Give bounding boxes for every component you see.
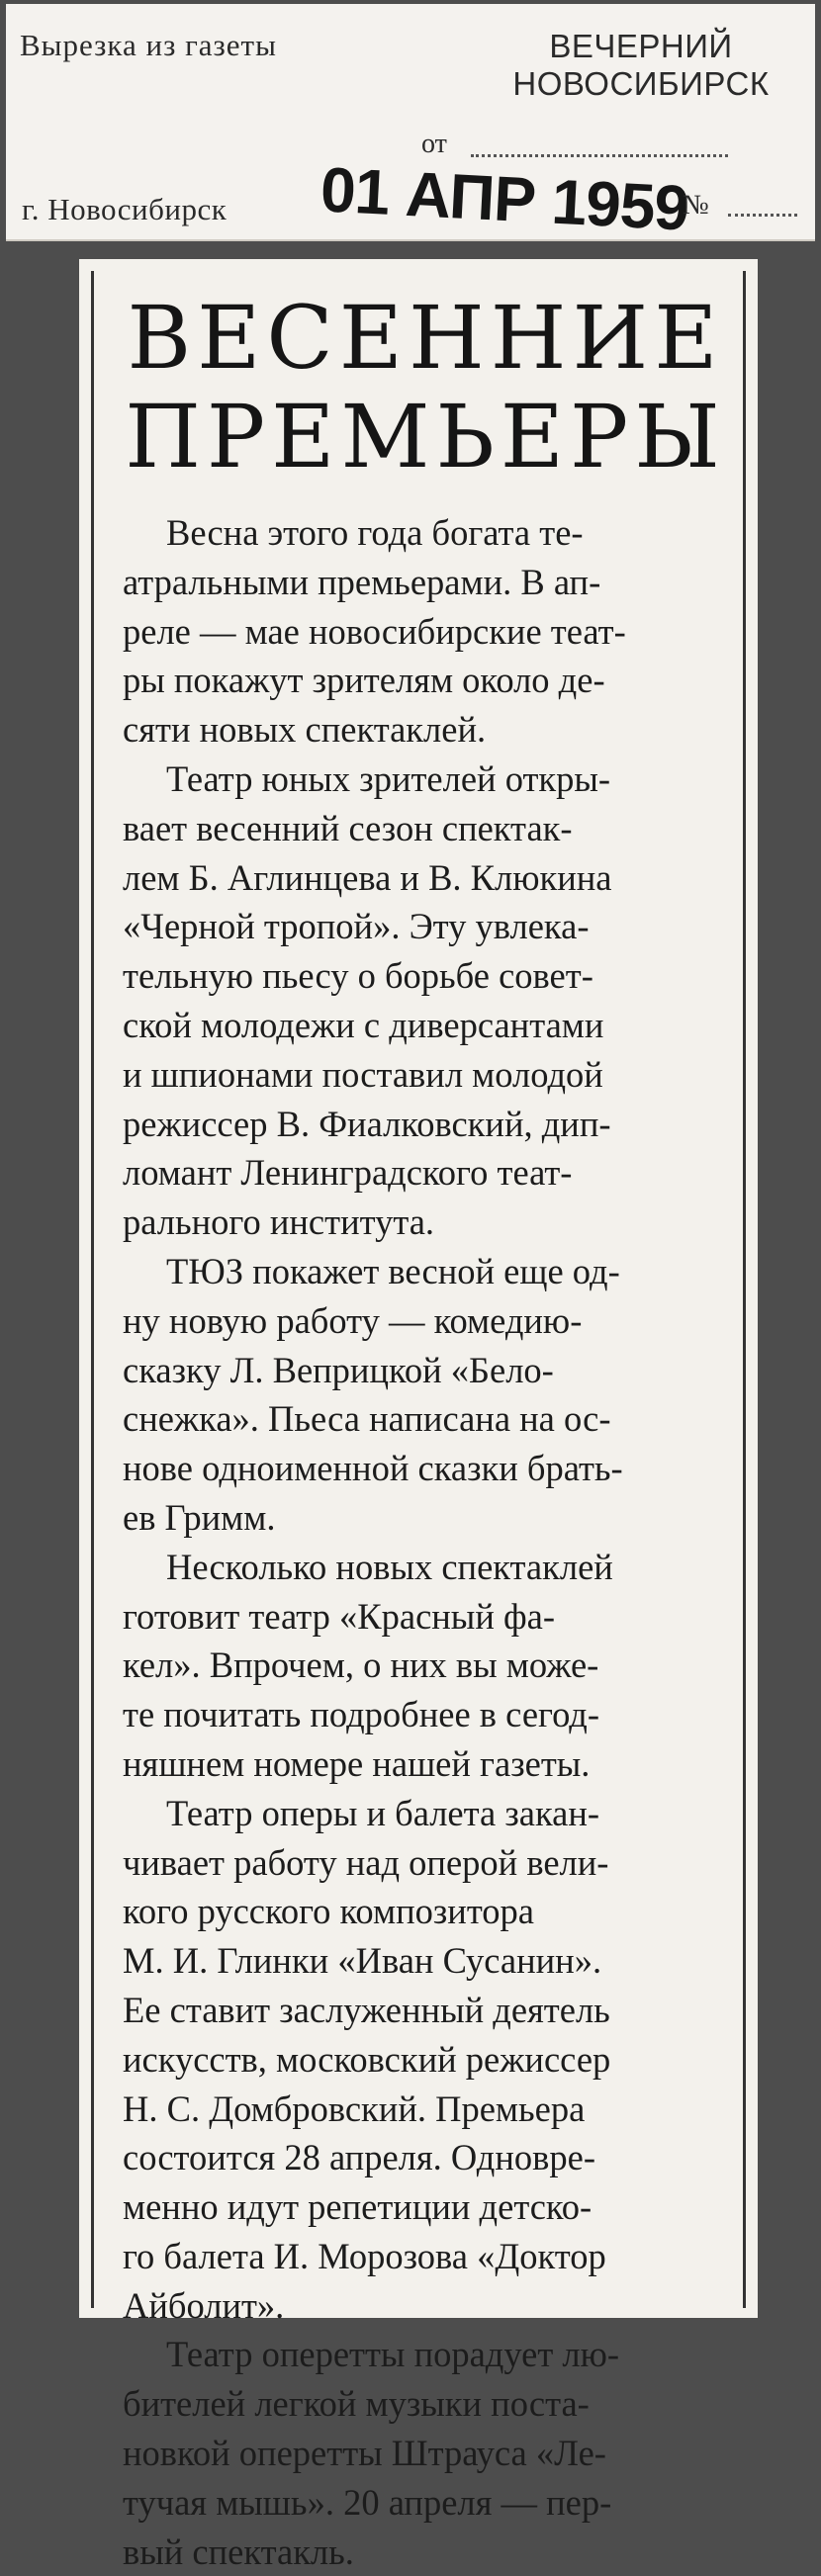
article-line: ев Гримм. [123,1496,276,1538]
headline-line-1: ВЕСЕННИЕ [127,287,724,389]
article-line: режиссер В. Фиалковский, дип- [123,1103,611,1144]
article-line: вый спектакль. [123,2531,354,2572]
article-paragraph [123,2330,722,2576]
article-line: сказку Л. Веприцкой «Бело- [123,1349,554,1390]
article-line: ТЮЗ покажет весной еще од- [166,1250,620,1291]
article-line: Театр оперетты порадует лю- [166,2334,620,2375]
article-line: «Черной тропой». Эту увлека- [123,906,590,947]
article-line: вает весенний сезон спектак- [123,807,573,848]
article-line: кел». Впрочем, о них вы може- [123,1644,599,1686]
article-line: состоится 28 апреля. Одновре- [123,2137,595,2178]
article-line: М. И. Глинки «Иван Сусанин». [123,1940,602,1982]
newspaper-title-line2: НОВОСИБИРСК [512,65,770,102]
article-line: снежка». Пьеса написана на ос- [123,1398,611,1440]
article-line: сяти новых спектаклей. [123,709,487,751]
number-dotted-line [728,214,797,217]
newspaper-title [493,28,789,103]
article-line: го балета И. Морозова «Доктор [123,2235,606,2276]
article-line: ну новую работу — комедию- [123,1299,583,1341]
article-line: менно идут репетиции детско- [123,2186,593,2228]
source-caption: Вырезка из газеты [20,28,277,62]
article-paragraph [123,755,722,1247]
article-line: Театр оперы и балета закан- [166,1792,600,1833]
article-line: Айболит». [123,2284,285,2326]
article-line: новкой оперетты Штрауса «Ле- [123,2433,606,2474]
clipping-label-card [6,4,815,244]
article-line: и шпионами поставил молодой [123,1053,603,1095]
article-line: нове одноименной сказки брать- [123,1448,623,1489]
article-line: атральными премьерами. В ап- [123,561,601,602]
article-line: Ее ставит заслуженный деятель [123,1989,610,2030]
article-line: готовит театр «Красный фа- [123,1595,555,1637]
article-paragraph [123,508,722,755]
article-line: кого русского композитора [123,1891,534,1932]
article-line: ры покажут зрителям около де- [123,660,605,701]
article-line: бителей легкой музыки поста- [123,2383,590,2425]
date-stamp: 01 АПР 1959 [319,153,690,244]
article-line: чивает работу над оперой вели- [123,1841,609,1883]
article-line: те почитать подробнее в сегод- [123,1694,600,1735]
date-dotted-line [471,154,728,157]
article-headline [119,289,732,487]
article-line: Несколько новых спектаклей [166,1546,613,1587]
article-line: тельную пьесу о борьбе совет- [123,955,593,997]
number-label: № [683,190,709,221]
article-line: ломант Ленинградского теат- [123,1152,573,1194]
article-line: искусств, московский режиссер [123,2038,611,2080]
newspaper-title-line1: ВЕЧЕРНИЙ [549,28,733,64]
article-line: Весна этого года богата те- [166,512,584,553]
from-label: от [421,129,447,159]
headline-line-2: ПРЕМЬЕРЫ [125,386,726,488]
article-paragraph [123,1543,722,1789]
article-line: Н. С. Домбровский. Премьера [123,2087,586,2129]
article-line: ской молодежи с диверсантами [123,1004,604,1045]
article-paragraph [123,1789,722,2331]
article-line: лем Б. Аглинцева и В. Клюкина [123,856,612,898]
article-line: тучая мышь». 20 апреля — пер- [123,2481,612,2523]
article-line: реле — мае новосибирские теат- [123,610,626,652]
city-label: г. Новосибирск [22,192,228,226]
article-line: няшнем номере нашей газеты. [123,1742,591,1784]
article-paragraph [123,1247,722,1543]
article-line: рального института. [123,1201,435,1243]
newspaper-clipping [79,259,758,2572]
article-body [123,508,722,2576]
article-line: Театр юных зрителей откры- [166,757,611,799]
